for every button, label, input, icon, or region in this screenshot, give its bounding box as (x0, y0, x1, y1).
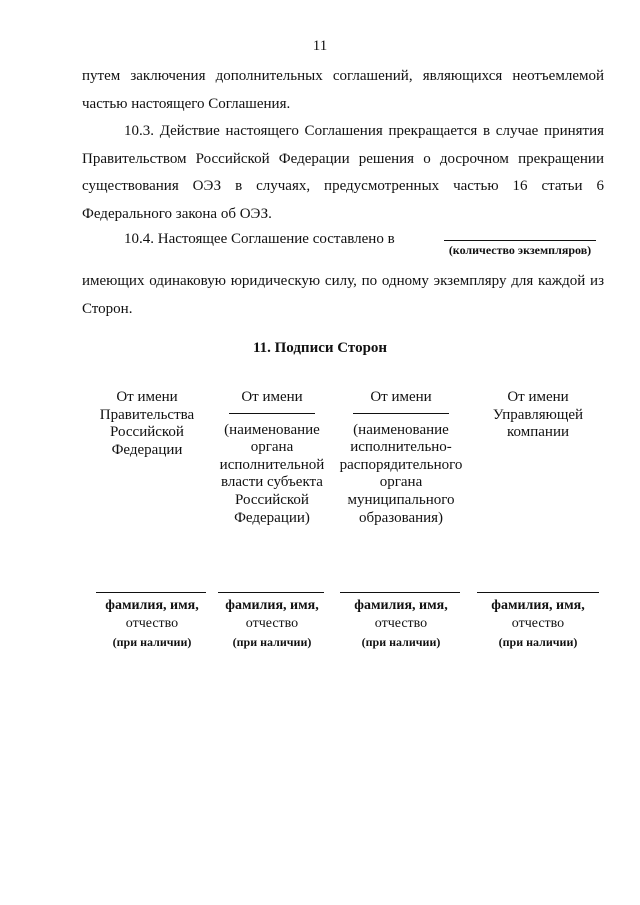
paragraph-10-4: 10.4. Настоящее Соглашение составлено в (124, 231, 395, 247)
signature-caption-line: отчество (125, 616, 179, 631)
paragraph-10-4-continuation: имеющих одинаковую юридическую силу, по одному экземпляру для каждой из Сторон. (82, 273, 604, 317)
signature-caption-line: отчество (245, 616, 299, 631)
party-municipal-authority (336, 389, 466, 527)
signature-caption-line: фамилия, имя, (225, 598, 319, 613)
party-line: Российской (110, 424, 184, 441)
signature-caption (473, 597, 603, 651)
signature-caption-note: (при наличии) (232, 635, 312, 649)
signature-caption-line: фамилия, имя, (491, 598, 585, 613)
party-line: муниципального (347, 491, 455, 508)
signature-caption-note: (при наличии) (498, 635, 578, 649)
party-line: органа (250, 439, 294, 456)
signature-caption-line: фамилия, имя, (354, 598, 448, 613)
party-name-blank-line (229, 413, 315, 414)
signature-caption (336, 597, 466, 651)
party-government-rf (82, 389, 212, 459)
party-line: компании (507, 424, 569, 441)
signature-caption-line: отчество (374, 616, 428, 631)
signature-caption (207, 597, 337, 651)
party-line: От имени (116, 389, 178, 405)
signature-caption (87, 597, 217, 651)
party-line: образования) (358, 509, 444, 526)
paragraph-10-3: 10.3. Действие настоящего Соглашения прекращается в случае принятия Правительством Российской Федерации решения о досрочном прекращении существования ОЭЗ в случаях, предусмотренных частью 16 статьи 6 Федерального закона об ОЭЗ. (82, 123, 604, 222)
party-line: Российской (235, 491, 309, 508)
party-line: Правительства (99, 406, 195, 423)
party-name-blank-line (353, 413, 449, 414)
party-line: Управляющей (492, 406, 584, 423)
signature-caption-line: отчество (511, 616, 565, 631)
party-line: (наименование (353, 421, 449, 438)
party-line: власти субъекта (221, 474, 323, 491)
copies-count-blank-line (444, 240, 596, 241)
page-number: 11 (312, 38, 328, 54)
signature-caption-note: (при наличии) (361, 635, 441, 649)
signature-line (340, 592, 460, 593)
paragraph-continuation: путем заключения дополнительных соглашений, являющихся неотъемлемой частью настоящего Соглашения. (82, 68, 604, 112)
party-head: От имени (370, 389, 432, 405)
section-title: 11. Подписи Сторон (252, 340, 388, 356)
signature-caption-note: (при наличии) (112, 635, 192, 649)
signature-line (218, 592, 324, 593)
party-line: Федерации (111, 441, 183, 458)
signature-line (477, 592, 599, 593)
party-line: исполнительной (219, 456, 325, 473)
party-line: (наименование (224, 421, 320, 438)
copies-count-caption: (количество экземпляров) (448, 243, 592, 257)
party-line: От имени (507, 389, 569, 405)
party-regional-authority (207, 389, 337, 527)
party-head: От имени (241, 389, 303, 405)
party-line: исполнительно- (350, 439, 452, 456)
party-line: распорядительного (339, 456, 463, 473)
signature-line (96, 592, 206, 593)
party-line: Федерации) (234, 509, 310, 526)
party-management-company (473, 389, 603, 442)
signature-caption-line: фамилия, имя, (105, 598, 199, 613)
party-line: органа (379, 474, 423, 491)
